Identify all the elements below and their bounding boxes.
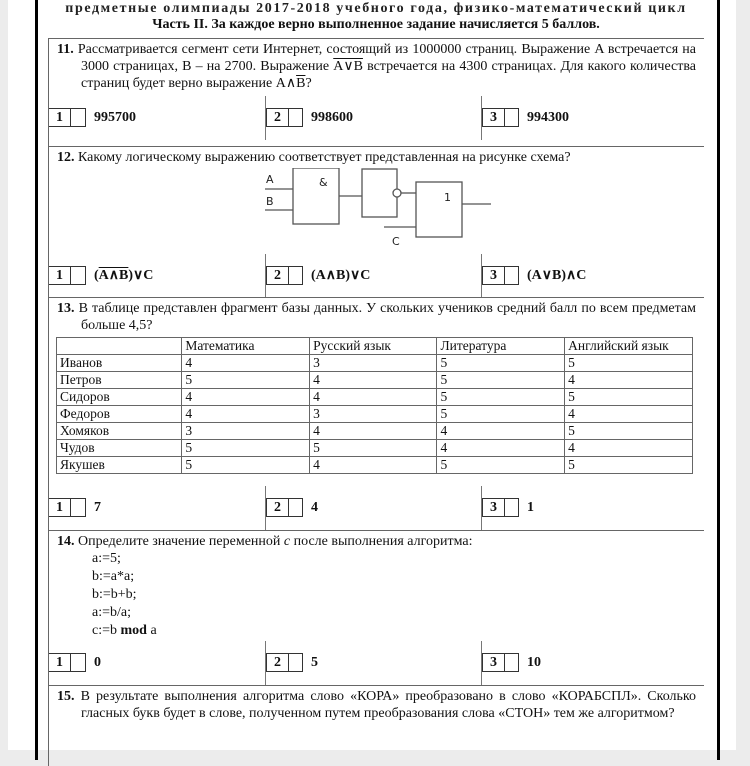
inversion-bubble xyxy=(393,189,401,197)
table-cell: 5 xyxy=(437,372,565,389)
expression-overlined: A∨B xyxy=(333,59,363,74)
answer-row xyxy=(49,641,704,685)
question-11-text: 11. Рассматривается сегмент сети Интернет, состоящий из 1000000 страниц. Выражение A встречается на 3000 страницах, B – на 2700. Выражение A∨B встречается на 4300 страницах. Для какого количества страниц будет верно выражение $A\wedge\overline{B}$? xyxy=(57,42,697,91)
or-gate-symbol: 1 xyxy=(444,191,451,204)
answer-checkbox[interactable]: 3 xyxy=(482,108,519,127)
answer-value: 994300 xyxy=(527,110,569,125)
table-cell: 5 xyxy=(565,423,693,440)
answer-option-2[interactable] xyxy=(265,486,482,530)
table-cell: 5 xyxy=(310,440,437,457)
code-line: a:=b/a; xyxy=(92,605,131,620)
answer-checkbox[interactable]: 1 xyxy=(49,653,86,672)
answer-checkbox[interactable]: 2 xyxy=(266,108,303,127)
table-cell: 4 xyxy=(437,423,565,440)
table-row xyxy=(57,372,693,389)
table-cell: 4 xyxy=(565,440,693,457)
answer-option-2[interactable] xyxy=(265,254,482,298)
table-cell: 3 xyxy=(310,406,437,423)
answer-checkbox[interactable]: 2 xyxy=(266,266,303,285)
answer-value: 10 xyxy=(527,655,541,670)
table-row xyxy=(57,440,693,457)
table-cell: Петров xyxy=(57,372,182,389)
answer-checkbox[interactable]: 3 xyxy=(482,653,519,672)
variable-name: c xyxy=(283,534,291,549)
code-line: b:=a*a; xyxy=(92,569,135,584)
table-cell: 4 xyxy=(310,372,437,389)
table-cell: 4 xyxy=(182,406,310,423)
answer-option-3[interactable] xyxy=(481,254,705,298)
table-row xyxy=(57,457,693,474)
answer-option-2[interactable] xyxy=(265,96,482,140)
table-cell: Сидоров xyxy=(57,389,182,406)
question-13-text: 13. В таблице представлен фрагмент базы данных. У скольких учеников средний балл по всем предметам больше 4,5? xyxy=(57,301,697,333)
answer-option-2[interactable] xyxy=(265,641,482,685)
answer-value: 5 xyxy=(311,655,318,670)
table-cell: 5 xyxy=(437,389,565,406)
table-row xyxy=(57,355,693,372)
answer-checkbox[interactable]: 3 xyxy=(482,266,519,285)
question-number: 11. xyxy=(57,42,74,57)
algorithm-code xyxy=(92,550,157,640)
table-cell: 5 xyxy=(565,389,693,406)
answer-option-1[interactable] xyxy=(49,96,265,140)
table-cell: 4 xyxy=(565,406,693,423)
header-subtitle: Часть II. За каждое верно выполненное задание начисляется 5 баллов. xyxy=(152,17,600,32)
table-cell: 4 xyxy=(565,372,693,389)
table-cell: 5 xyxy=(182,457,310,474)
answer-value: 998600 xyxy=(311,110,353,125)
header-title: предметные олимпиады 2017-2018 учебного года, физико-математический цикл xyxy=(65,1,687,16)
not-gate xyxy=(362,169,397,217)
answer-row xyxy=(49,96,704,140)
table-header-cell: Литература xyxy=(437,338,565,355)
input-b-label: B xyxy=(266,195,274,208)
table-cell: 5 xyxy=(182,440,310,457)
answer-checkbox[interactable]: 1 xyxy=(49,498,86,517)
table-cell: Федоров xyxy=(57,406,182,423)
question-15-text: 15. В результате выполнения алгоритма слово «КОРА» преобразовано в слово «КОРАБСПЛ». Сколько гласных букв будет в слове, полученном путем преобразования слова «СТОН» тем же алгоритмом? xyxy=(57,689,696,721)
answer-checkbox[interactable]: 2 xyxy=(266,498,303,517)
logic-circuit-diagram xyxy=(262,168,522,252)
grades-table xyxy=(56,337,693,474)
answer-value: (A∧B)∨C xyxy=(94,268,154,283)
table-cell: 4 xyxy=(182,389,310,406)
table-header-cell: Английский язык xyxy=(565,338,693,355)
table-cell: 5 xyxy=(437,406,565,423)
answer-value: (A∨B)∧C xyxy=(527,268,587,283)
answer-option-1[interactable] xyxy=(49,254,265,298)
answer-value: 995700 xyxy=(94,110,136,125)
table-cell: Якушев xyxy=(57,457,182,474)
answer-option-3[interactable] xyxy=(481,641,705,685)
input-c-label: C xyxy=(392,235,400,248)
and-gate xyxy=(293,168,339,224)
code-line: a:=5; xyxy=(92,551,121,566)
and-gate-symbol: & xyxy=(319,176,328,189)
answer-value: 0 xyxy=(94,655,101,670)
answer-value: 4 xyxy=(311,500,318,515)
answer-option-3[interactable] xyxy=(481,96,705,140)
code-line: b:=b+b; xyxy=(92,587,137,602)
question-15 xyxy=(48,685,704,766)
table-header-row xyxy=(57,338,693,355)
table-cell: Иванов xyxy=(57,355,182,372)
question-11 xyxy=(48,38,704,148)
answer-option-3[interactable] xyxy=(481,486,705,530)
table-cell: Чудов xyxy=(57,440,182,457)
answer-checkbox[interactable]: 3 xyxy=(482,498,519,517)
table-cell: 5 xyxy=(182,372,310,389)
table-cell: 5 xyxy=(437,355,565,372)
table-cell: 4 xyxy=(182,355,310,372)
table-cell: 4 xyxy=(310,423,437,440)
table-cell: 4 xyxy=(437,440,565,457)
table-row xyxy=(57,423,693,440)
table-cell: Хомяков xyxy=(57,423,182,440)
question-14-text: 14. Определите значение переменной c после выполнения алгоритма: xyxy=(57,534,473,549)
answer-checkbox[interactable]: 1 xyxy=(49,108,86,127)
answer-value: 1 xyxy=(527,500,534,515)
answer-value: 7 xyxy=(94,500,101,515)
answer-option-1[interactable] xyxy=(49,641,265,685)
code-line: c:=b mod a xyxy=(92,623,157,638)
table-cell: 5 xyxy=(565,355,693,372)
input-a-label: A xyxy=(266,173,274,186)
answer-checkbox[interactable]: 2 xyxy=(266,653,303,672)
answer-row xyxy=(49,486,704,530)
question-12-text: 12. Какому логическому выражению соответствует представленная на рисунке схема? xyxy=(57,150,571,165)
table-cell: 5 xyxy=(565,457,693,474)
or-gate xyxy=(416,182,462,237)
table-cell: 3 xyxy=(182,423,310,440)
table-row xyxy=(57,406,693,423)
table-cell: 4 xyxy=(310,457,437,474)
table-cell: 5 xyxy=(437,457,565,474)
table-header-cell: Русский язык xyxy=(310,338,437,355)
answer-checkbox[interactable]: 1 xyxy=(49,266,86,285)
table-cell: 4 xyxy=(310,389,437,406)
answer-option-1[interactable] xyxy=(49,486,265,530)
table-header-cell: Математика xyxy=(182,338,310,355)
table-row xyxy=(57,389,693,406)
table-cell: 3 xyxy=(310,355,437,372)
answer-value: (A∧B)∨C xyxy=(311,268,371,283)
answer-row xyxy=(49,254,704,298)
table-header-cell xyxy=(57,338,182,355)
